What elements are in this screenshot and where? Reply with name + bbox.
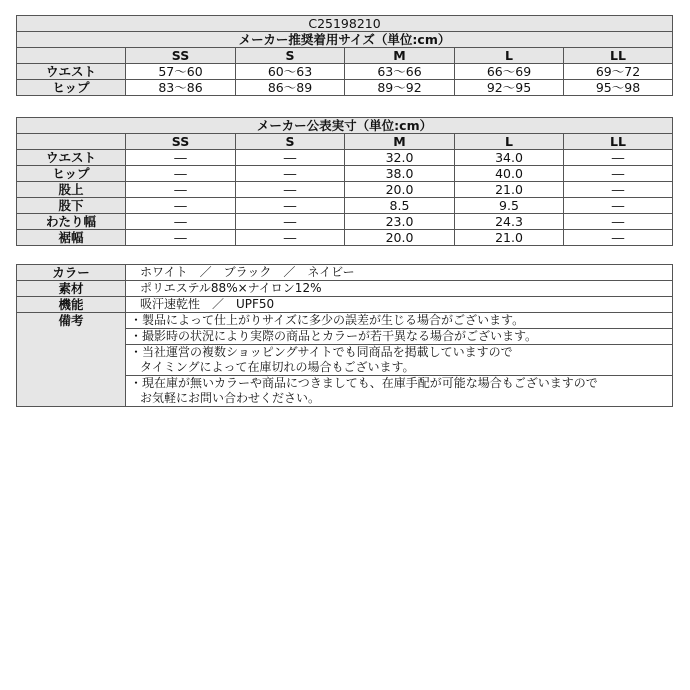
table-cell: ― [126, 182, 236, 198]
table-cell: 60～63 [236, 64, 345, 80]
note-line: お気軽にお問い合わせください。 [140, 391, 321, 405]
size-header: SS [126, 48, 236, 64]
table-cell: ― [126, 214, 236, 230]
table-cell: ― [236, 198, 345, 214]
table-row [17, 182, 673, 198]
table-cell: ― [126, 230, 236, 246]
table-cell: ― [126, 166, 236, 182]
note-item [126, 313, 673, 329]
note-line: ・現在庫が無いカラーや商品につきましても、在庫手配が可能な場合もございますので [130, 376, 598, 390]
size-header: L [455, 48, 564, 64]
row-label: ウエスト [17, 150, 126, 166]
size-header: M [345, 134, 455, 150]
table-cell: 69～72 [564, 64, 673, 80]
table-cell: 24.3 [455, 214, 564, 230]
row-label: ウエスト [17, 64, 126, 80]
table-cell: ― [236, 214, 345, 230]
table-cell: ― [126, 198, 236, 214]
table-cell: ― [236, 166, 345, 182]
table-cell: 34.0 [455, 150, 564, 166]
table-cell: ― [126, 150, 236, 166]
size-header: LL [564, 134, 673, 150]
table-cell: ― [564, 230, 673, 246]
size-header: LL [564, 48, 673, 64]
function-label: 機能 [17, 297, 126, 313]
table-cell: 21.0 [455, 182, 564, 198]
note-item [126, 329, 673, 345]
table-cell: 86～89 [236, 80, 345, 96]
size-header: S [236, 48, 345, 64]
note-line: ・製品によって仕上がりサイズに多少の誤差が生じる場合がございます。 [130, 313, 525, 327]
table-cell: ― [236, 182, 345, 198]
table-cell: 63～66 [345, 64, 455, 80]
color-label: カラー [17, 265, 126, 281]
size-header: M [345, 48, 455, 64]
table-row [17, 198, 673, 214]
table-cell: 38.0 [345, 166, 455, 182]
table-row [17, 313, 673, 329]
table-cell: 23.0 [345, 214, 455, 230]
notes-label: 備考 [17, 313, 126, 407]
size-header: SS [126, 134, 236, 150]
table-row [17, 64, 673, 80]
actual-size-table [16, 117, 673, 246]
table-cell: 83～86 [126, 80, 236, 96]
row-label: わたり幅 [17, 214, 126, 230]
table-row [17, 265, 673, 281]
table-row [17, 166, 673, 182]
table-row [17, 297, 673, 313]
actual-table-title: メーカー公表実寸（単位:cm） [17, 118, 673, 134]
color-value: ホワイト ／ ブラック ／ ネイビー [126, 265, 673, 281]
table-cell: 89～92 [345, 80, 455, 96]
row-label: 股上 [17, 182, 126, 198]
recommended-table-title: メーカー推奨着用サイズ（単位:cm） [17, 32, 673, 48]
table-cell: 40.0 [455, 166, 564, 182]
row-label: 裾幅 [17, 230, 126, 246]
table-cell: 20.0 [345, 182, 455, 198]
table-row [17, 150, 673, 166]
note-item [126, 345, 673, 376]
row-label: 股下 [17, 198, 126, 214]
table-row [17, 80, 673, 96]
table-cell: 20.0 [345, 230, 455, 246]
table-cell: 32.0 [345, 150, 455, 166]
note-line: ・当社運営の複数ショッピングサイトでも同商品を掲載していますので [130, 345, 513, 359]
table-row [17, 214, 673, 230]
product-code: C25198210 [17, 16, 673, 32]
note-line: ・撮影時の状況により実際の商品とカラーが若干異なる場合がございます。 [130, 329, 538, 343]
table-cell: 92～95 [455, 80, 564, 96]
table-cell: ― [564, 214, 673, 230]
table-cell: 21.0 [455, 230, 564, 246]
function-value: 吸汗速乾性 ／ UPF50 [126, 297, 673, 313]
table-cell: ― [564, 182, 673, 198]
header-blank [17, 48, 126, 64]
table-cell: ― [564, 150, 673, 166]
recommended-size-table [16, 15, 673, 96]
size-header: S [236, 134, 345, 150]
table-cell: 8.5 [345, 198, 455, 214]
product-info-table [16, 264, 673, 407]
note-item [126, 376, 673, 407]
row-label: ヒップ [17, 166, 126, 182]
table-cell: ― [564, 198, 673, 214]
table-cell: 57～60 [126, 64, 236, 80]
material-label: 素材 [17, 281, 126, 297]
material-value: ポリエステル88%×ナイロン12% [126, 281, 673, 297]
size-header: L [455, 134, 564, 150]
table-cell: ― [236, 230, 345, 246]
table-cell: ― [236, 150, 345, 166]
note-line: タイミングによって在庫切れの場合もございます。 [140, 360, 415, 374]
table-cell: 66～69 [455, 64, 564, 80]
table-cell: 9.5 [455, 198, 564, 214]
table-cell: ― [564, 166, 673, 182]
header-blank [17, 134, 126, 150]
table-row [17, 281, 673, 297]
row-label: ヒップ [17, 80, 126, 96]
table-row [17, 230, 673, 246]
table-cell: 95～98 [564, 80, 673, 96]
